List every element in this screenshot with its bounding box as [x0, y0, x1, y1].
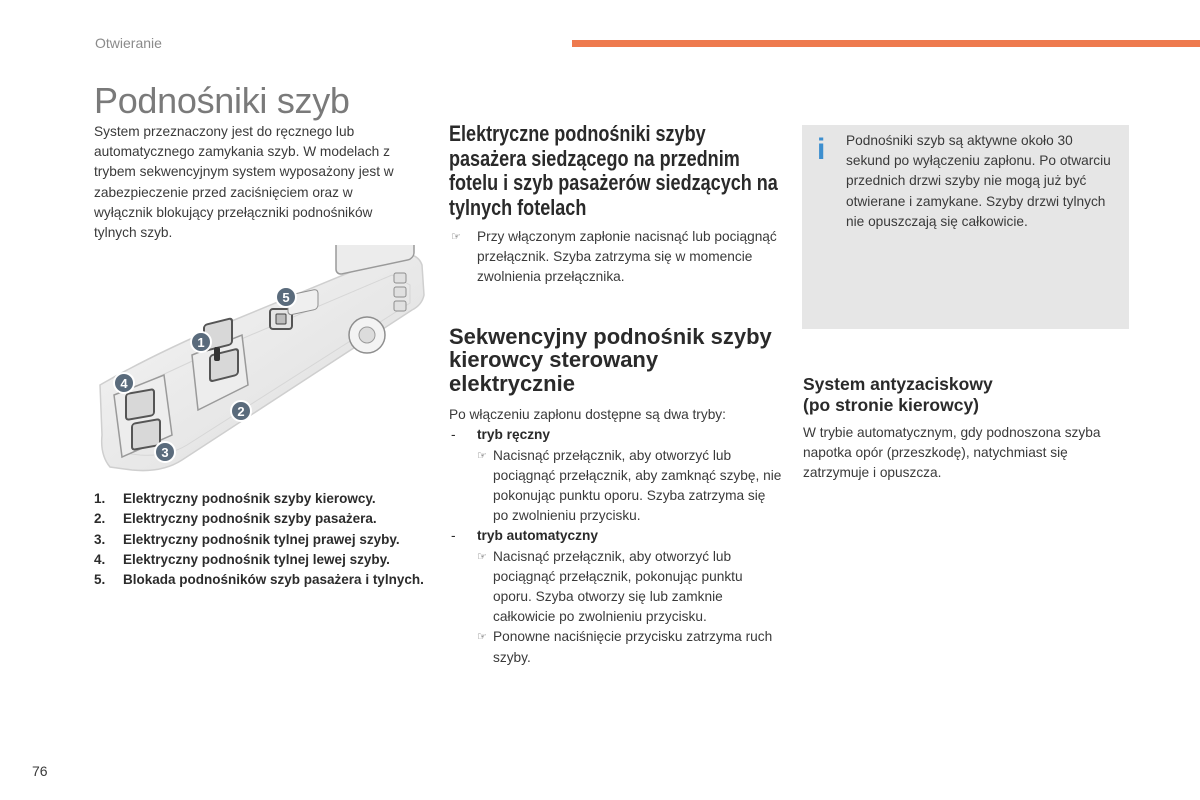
- electric-windows-heading: Elektryczne podnośniki szyby pasażera siedzącego na przednim fotelu i szyb pasażerów siedzących na tylnych fotelach: [449, 121, 778, 220]
- header-accent-bar: [572, 40, 1200, 47]
- callout-1: [191, 332, 211, 352]
- manual-mode-label: - tryb ręczny: [451, 427, 551, 443]
- info-icon: i: [817, 133, 826, 166]
- callout-5: [276, 287, 296, 307]
- electric-windows-instruction: ☞ Przy włączonym zapłonie nacisnąć lub pociągnąć przełącznik. Szyba zatrzyma się w momencie zwolnienia przełącznika.: [449, 227, 784, 288]
- callout-2: [231, 401, 251, 421]
- page-number: 76: [32, 763, 48, 779]
- intro-paragraph: System przeznaczony jest do ręcznego lub automatycznego zamykania szyb. W modelach z trybem sekwencyjnym system wyposażony jest w zabezpieczenie przed zaciśnięciem oraz w wyłącznik blokujący przełączniki podnośników tylnych szyb.: [94, 124, 394, 241]
- legend-item: 3. Elektryczny podnośnik tylnej prawej szyby.: [94, 531, 400, 547]
- window-switch-panel-illustration: [92, 245, 427, 475]
- svg-text:5: 5: [282, 290, 290, 305]
- callout-4: [114, 373, 134, 393]
- legend-item: 2. Elektryczny podnośnik szyby pasażera.: [94, 511, 377, 527]
- anti-pinch-heading: System antyzaciskowy (po stronie kierowcy): [803, 374, 993, 415]
- pointing-hand-icon: ☞: [477, 449, 487, 462]
- legend-item: 5. Blokada podnośników szyb pasażera i tylnych.: [94, 572, 424, 588]
- legend-item: 1. Elektryczny podnośnik szyby kierowcy.: [94, 491, 376, 506]
- pointing-hand-icon: ☞: [477, 550, 487, 563]
- switch-panel-svg: [92, 245, 427, 475]
- callout-3: [155, 442, 175, 462]
- section-label: Otwieranie: [95, 35, 162, 51]
- figure-legend: [94, 489, 424, 590]
- middle-column: [449, 122, 784, 668]
- svg-text:1: 1: [197, 335, 205, 350]
- svg-text:3: 3: [161, 445, 169, 460]
- svg-text:2: 2: [237, 404, 245, 419]
- legend-item: 4. Elektryczny podnośnik tylnej lewej szyby.: [94, 551, 390, 567]
- auto-mode-instruction: ☞ Nacisnąć przełącznik, aby otworzyć lub pociągnąć przełącznik, pokonując punktu oporu. Szyba otworzy się lub zamknie całkowicie po zwolnieniu przycisku.: [449, 547, 784, 628]
- manual-mode-instruction: ☞ Nacisnąć przełącznik, aby otworzyć lub pociągnąć przełącznik, aby zamknąć szybę, nie pokonując punktu oporu. Szyba zatrzyma się po zwolnieniu przycisku.: [449, 446, 784, 527]
- pointing-hand-icon: ☞: [451, 231, 461, 243]
- info-box: [802, 125, 1129, 329]
- auto-mode-label: - tryb automatyczny: [451, 528, 598, 544]
- auto-mode-stop-instruction: ☞ Ponowne naciśnięcie przycisku zatrzyma ruch szyby.: [449, 627, 784, 667]
- info-text: Podnośniki szyb są aktywne około 30 sekund po wyłączeniu zapłonu. Po otwarciu przednich drzwi szyby nie mogą już być otwierane i zamykane. Szyby drzwi tylnych nie opuszczają się całkowicie.: [846, 133, 1111, 229]
- svg-text:4: 4: [120, 376, 128, 391]
- anti-pinch-text: W trybie automatycznym, gdy podnoszona szyba napotka opór (przeszkodę), natychmiast się zatrzymuje i opuszcza.: [803, 425, 1101, 481]
- sequential-window-heading: Sekwencyjny podnośnik szyby kierowcy sterowany elektrycznie: [449, 323, 772, 396]
- page-title: Podnośniki szyb: [94, 80, 350, 121]
- pointing-hand-icon: ☞: [477, 631, 487, 644]
- sequential-intro: Po włączeniu zapłonu dostępne są dwa tryby:: [449, 407, 726, 423]
